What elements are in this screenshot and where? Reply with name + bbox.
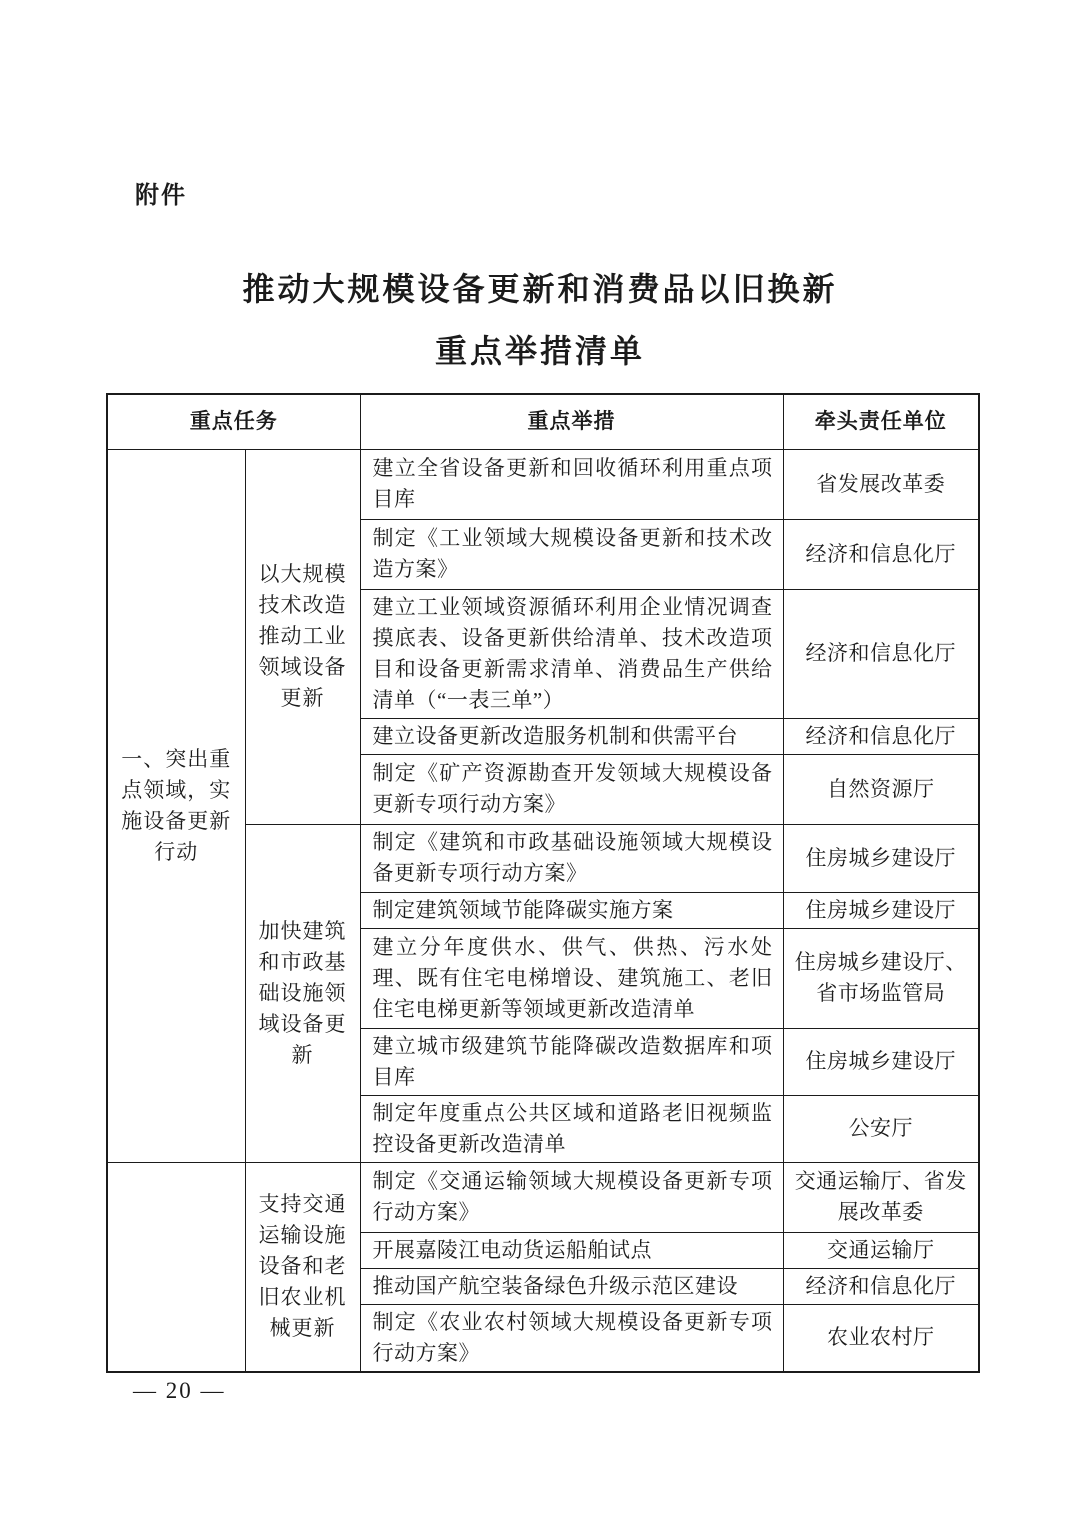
measure-cell: 建立分年度供水、供气、供热、污水处理、既有住宅电梯增设、建筑施工、老旧住宅电梯更新等领域更新改造清单 (360, 928, 783, 1028)
document-title-line2: 重点举措清单 (434, 333, 645, 369)
subtask-cell: 以大规模技术改造推动工业领域设备更新 (245, 449, 360, 824)
task-group-cell (107, 1162, 245, 1372)
measures-table (106, 393, 980, 1373)
unit-cell: 住房城乡建设厅 (783, 892, 979, 928)
subtask-cell: 加快建筑和市政基础设施领域设备更新 (245, 824, 360, 1162)
unit-cell: 住房城乡建设厅 (783, 824, 979, 892)
measure-cell: 制定年度重点公共区域和道路老旧视频监控设备更新改造清单 (360, 1095, 783, 1162)
unit-cell: 自然资源厅 (783, 754, 979, 824)
document-title-line1: 推动大规模设备更新和消费品以旧换新 (242, 271, 838, 307)
measure-cell: 建立城市级建筑节能降碳改造数据库和项目库 (360, 1028, 783, 1095)
subtask-cell: 支持交通运输设施设备和老旧农业机械更新 (245, 1162, 360, 1372)
measure-cell: 建立全省设备更新和回收循环利用重点项目库 (360, 449, 783, 519)
col-header-task: 重点任务 (107, 394, 360, 449)
unit-cell: 省发展改革委 (783, 449, 979, 519)
measure-cell: 建立设备更新改造服务机制和供需平台 (360, 718, 783, 754)
measure-cell: 制定《交通运输领域大规模设备更新专项行动方案》 (360, 1162, 783, 1232)
measure-cell: 制定《工业领域大规模设备更新和技术改造方案》 (360, 519, 783, 589)
unit-cell: 经济和信息化厅 (783, 519, 979, 589)
unit-cell: 交通运输厅、省发展改革委 (783, 1162, 979, 1232)
attachment-label: 附件 (135, 183, 187, 209)
measure-cell: 开展嘉陵江电动货运船舶试点 (360, 1232, 783, 1268)
measure-cell: 建立工业领域资源循环利用企业情况调查摸底表、设备更新供给清单、技术改造项目和设备更新需求清单、消费品生产供给清单（“一表三单”） (360, 589, 783, 718)
page-number: — 20 — (133, 1378, 226, 1403)
unit-cell: 住房城乡建设厅、省市场监管局 (783, 928, 979, 1028)
measure-cell: 制定建筑领域节能降碳实施方案 (360, 892, 783, 928)
unit-cell: 经济和信息化厅 (783, 589, 979, 718)
table-row (107, 1162, 979, 1232)
unit-cell: 住房城乡建设厅 (783, 1028, 979, 1095)
unit-cell: 经济和信息化厅 (783, 1268, 979, 1304)
col-header-measure: 重点举措 (360, 394, 783, 449)
task-group-cell: 一、突出重点领域，实施设备更新行动 (107, 449, 245, 1162)
unit-cell: 经济和信息化厅 (783, 718, 979, 754)
measure-cell: 制定《矿产资源勘查开发领域大规模设备更新专项行动方案》 (360, 754, 783, 824)
measure-cell: 制定《建筑和市政基础设施领域大规模设备更新专项行动方案》 (360, 824, 783, 892)
table-header-row (107, 394, 979, 449)
unit-cell: 交通运输厅 (783, 1232, 979, 1268)
unit-cell: 农业农村厅 (783, 1304, 979, 1372)
measure-cell: 推动国产航空装备绿色升级示范区建设 (360, 1268, 783, 1304)
unit-cell: 公安厅 (783, 1095, 979, 1162)
measure-cell: 制定《农业农村领域大规模设备更新专项行动方案》 (360, 1304, 783, 1372)
table-row (107, 449, 979, 519)
col-header-unit: 牵头责任单位 (783, 394, 979, 449)
